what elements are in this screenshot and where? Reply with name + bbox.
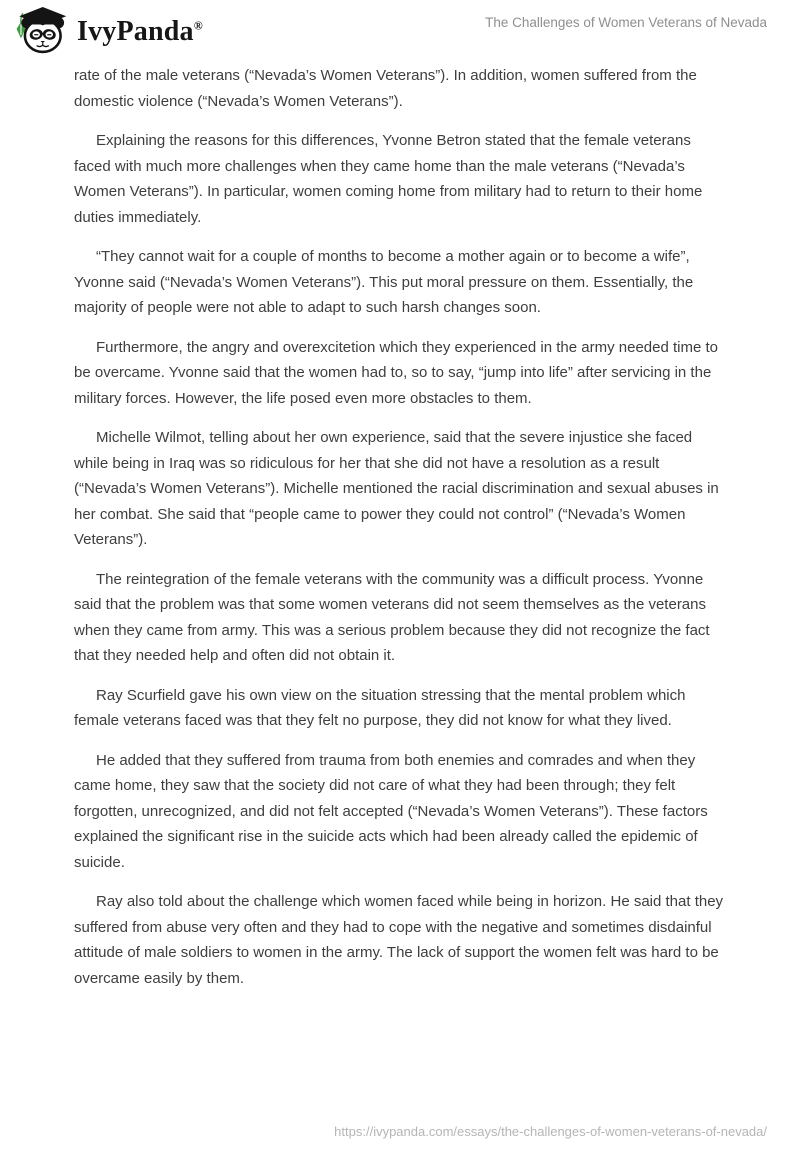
ivypanda-logo[interactable] — [14, 6, 203, 56]
essay-paragraph: Ray also told about the challenge which women faced while being in horizon. He said that they suffered from abuse very often and they had to cope with the negative and sometimes disdainful attitude of male soldiers to women in the army. The lack of support the women felt was hard to be overcame easily by them. — [74, 893, 724, 987]
essay-body — [74, 63, 728, 1005]
essay-paragraph: rate of the male veterans (“Nevada’s Women Veterans”). In addition, women suffered from the domestic violence (“Nevada’s Women Veterans”). — [74, 67, 697, 110]
brand-name: IvyPanda® — [77, 16, 203, 47]
essay-paragraph: Furthermore, the angry and overexcitetion which they experienced in the army needed time to be overcame. Yvonne said that the women had to, so to say, “jump into life” after servicing in the military forces. However, the life posed even more obstacles to them. — [74, 338, 719, 407]
essay-paragraph: He added that they suffered from trauma from both enemies and comrades and when they came home, they saw that the society did not care of what they had been through; they felt forgotten, unrecognized, and did not felt accepted (“Nevada’s Women Veterans”). These factors explained the significant rise in the suicide acts which had been already called the epidemic of suicide. — [74, 751, 708, 871]
essay-paragraph: Ray Scurfield gave his own view on the situation stressing that the mental problem which female veterans faced was that they felt no purpose, they did not know for what they lived. — [74, 686, 686, 729]
registered-trademark: ® — [193, 18, 203, 33]
essay-paragraph: “They cannot wait for a couple of months to become a mother again or to become a wife”, Yvonne said (“Nevada’s Women Veterans”). This put moral pressure on them. Essentially, the majority of people were not able to adapt to such harsh changes soon. — [74, 248, 694, 316]
essay-paragraph: Michelle Wilmot, telling about her own experience, said that the severe injustice she faced while being in Iraq was so ridiculous for her that she did not have a resolution as a result (“Nevada’s Women Veterans”). Michelle mentioned the racial discrimination and sexual abuses in her combat. She said that “people came to power they could not control” (“Nevada’s Women Veterans”). — [74, 429, 719, 548]
page-title: The Challenges of Women Veterans of Nevada — [485, 15, 767, 30]
essay-paragraph: The reintegration of the female veterans with the community was a difficult process. Yvonne said that the problem was that some women veterans did not seem themselves as the veterans when they came from army. This was a serious problem because they did not recognize the fact that they needed help and often did not obtain it. — [74, 570, 710, 664]
essay-paragraph: Explaining the reasons for this differences, Yvonne Betron stated that the female veterans faced with much more challenges when they came home than the male veterans (“Nevada’s Women Veterans”). In particular, women coming home from military had to return to their home duties immediately. — [74, 132, 703, 226]
panda-graduation-cap-icon — [14, 6, 68, 56]
source-url-link[interactable]: https://ivypanda.com/essays/the-challenges-of-women-veterans-of-nevada/ — [334, 1124, 767, 1139]
